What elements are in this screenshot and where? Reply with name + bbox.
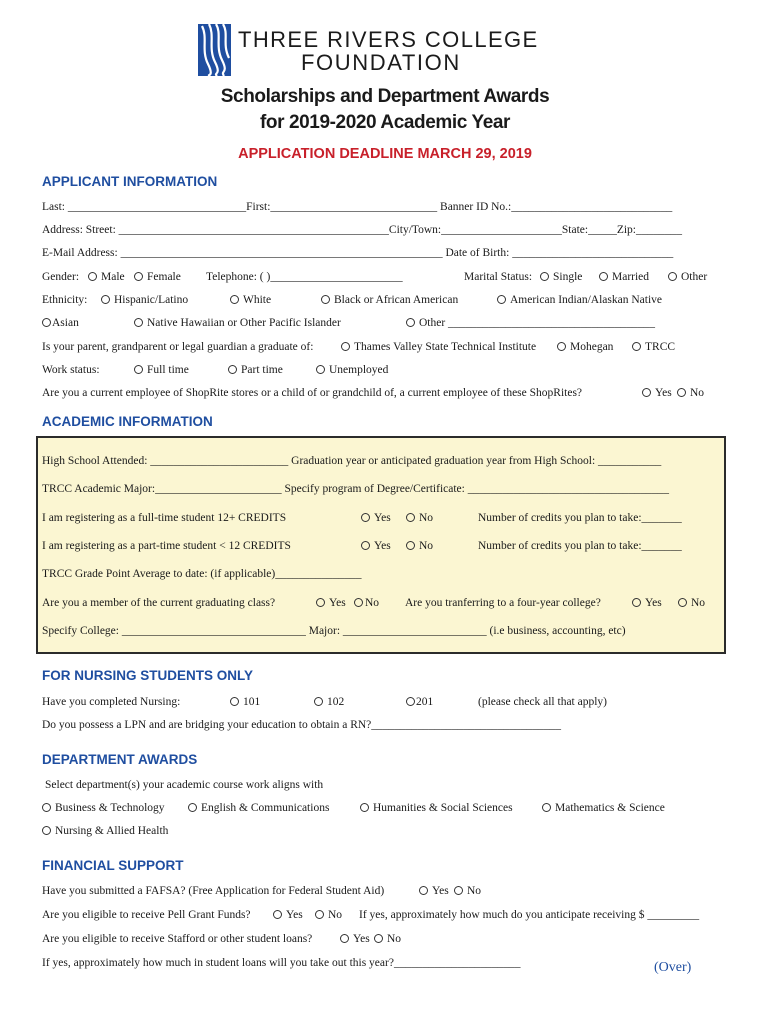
shoprite-question: Are you a current employee of ShopRite stores or a child of or grandchild of, a current employee of these ShopRites? xyxy=(42,387,583,399)
application-deadline: APPLICATION DEADLINE MARCH 29, 2019 xyxy=(238,146,532,162)
nursing-completed-label: Have you completed Nursing: xyxy=(42,696,181,708)
parent-mohegan-option[interactable]: Mohegan xyxy=(557,340,613,354)
radio-icon[interactable] xyxy=(134,365,143,374)
email-dob-fields[interactable]: E-Mail Address: ________________________________________________________ Date of Birth: ____________________________ xyxy=(42,247,674,259)
radio-icon[interactable] xyxy=(228,365,237,374)
radio-icon[interactable] xyxy=(315,910,324,919)
fafsa-question: Have you submitted a FAFSA? (Free Application for Federal Student Aid) xyxy=(42,885,385,897)
radio-icon[interactable] xyxy=(361,513,370,522)
marital-single-option[interactable]: Single xyxy=(540,270,582,284)
pell-amount-field[interactable]: If yes, approximately how much do you anticipate receiving $ _________ xyxy=(359,909,700,921)
radio-icon[interactable] xyxy=(678,598,687,607)
dept-nursing-option[interactable]: Nursing & Allied Health xyxy=(42,824,168,838)
page-subtitle: for 2019-2020 Academic Year xyxy=(259,112,511,133)
radio-icon[interactable] xyxy=(354,598,363,607)
radio-icon[interactable] xyxy=(599,272,608,281)
radio-icon[interactable] xyxy=(88,272,97,281)
pell-no-option[interactable]: No xyxy=(315,908,342,922)
loans-amount-field[interactable]: If yes, approximately how much in student loans will you take out this year?______________________ xyxy=(42,957,521,969)
radio-icon[interactable] xyxy=(668,272,677,281)
stafford-no-option[interactable]: No xyxy=(374,932,401,946)
parttime-question: I am registering as a part-time student < 12 CREDITS xyxy=(42,540,291,552)
radio-icon[interactable] xyxy=(273,910,282,919)
radio-icon[interactable] xyxy=(419,886,428,895)
stafford-question: Are you eligible to receive Stafford or other student loans? xyxy=(42,933,313,945)
radio-icon[interactable] xyxy=(101,295,110,304)
gender-label: Gender: xyxy=(42,271,80,283)
dept-math-option[interactable]: Mathematics & Science xyxy=(542,801,665,815)
checkbox-icon[interactable] xyxy=(406,697,415,706)
marital-married-option[interactable]: Married xyxy=(599,270,649,284)
pell-question: Are you eligible to receive Pell Grant Funds? xyxy=(42,909,251,921)
over-page-indicator: (Over) xyxy=(654,960,692,975)
radio-icon[interactable] xyxy=(454,886,463,895)
checkbox-icon[interactable] xyxy=(230,697,239,706)
graduating-question: Are you a member of the current graduating class? xyxy=(42,597,276,609)
parent-graduate-question: Is your parent, grandparent or legal guardian a graduate of: xyxy=(42,341,314,353)
radio-icon[interactable] xyxy=(361,541,370,550)
nursing-101-option[interactable]: 101 xyxy=(230,695,260,709)
gender-male-option[interactable]: Male xyxy=(88,270,125,284)
fafsa-yes-option[interactable]: Yes xyxy=(419,884,449,898)
radio-icon[interactable] xyxy=(497,295,506,304)
department-select-label: Select department(s) your academic course work aligns with xyxy=(45,779,324,791)
page-title: Scholarships and Department Awards xyxy=(220,86,550,107)
ethnicity-label: Ethnicity: xyxy=(42,294,88,306)
ethnicity-hispanic-option[interactable]: Hispanic/Latino xyxy=(101,293,188,307)
ethnicity-other-option[interactable]: Other ____________________________________ xyxy=(406,316,655,330)
work-status-label: Work status: xyxy=(42,364,100,376)
checkbox-icon[interactable] xyxy=(314,697,323,706)
radio-icon[interactable] xyxy=(42,318,51,327)
radio-icon[interactable] xyxy=(632,342,641,351)
ethnicity-black-option[interactable]: Black or African American xyxy=(321,293,458,307)
radio-icon[interactable] xyxy=(374,934,383,943)
radio-icon[interactable] xyxy=(134,272,143,281)
checkbox-icon[interactable] xyxy=(188,803,197,812)
dept-business-option[interactable]: Business & Technology xyxy=(42,801,165,815)
work-fulltime-option[interactable]: Full time xyxy=(134,363,189,377)
parent-thames-option[interactable]: Thames Valley State Technical Institute xyxy=(341,340,536,354)
pell-yes-option[interactable]: Yes xyxy=(273,908,303,922)
logo-text-line2: FOUNDATION xyxy=(301,50,461,75)
graduating-no-option[interactable]: No xyxy=(354,596,379,610)
nursing-102-option[interactable]: 102 xyxy=(314,695,344,709)
logo-text-line1: THREE RIVERS COLLEGE xyxy=(238,27,539,52)
college-major-fields[interactable]: Specify College: ________________________________ Major: _________________________ (i.e business, accounting, etc) xyxy=(42,625,626,637)
radio-icon[interactable] xyxy=(406,541,415,550)
ethnicity-white-option[interactable]: White xyxy=(230,293,271,307)
fulltime-credits-field[interactable]: Number of credits you plan to take:_______ xyxy=(478,512,682,524)
department-section-heading: DEPARTMENT AWARDS xyxy=(42,752,198,767)
marital-other-option[interactable]: Other xyxy=(668,270,707,284)
radio-icon[interactable] xyxy=(557,342,566,351)
parent-trcc-option[interactable]: TRCC xyxy=(632,340,675,354)
ethnicity-pacific-option[interactable]: Native Hawaiian or Other Pacific Islander xyxy=(134,316,341,330)
gender-female-option[interactable]: Female xyxy=(134,270,181,284)
telephone-field[interactable]: Telephone: ( )_______________________ xyxy=(206,271,403,283)
work-unemployed-option[interactable]: Unemployed xyxy=(316,363,388,377)
high-school-fields[interactable]: High School Attended: ________________________ Graduation year or anticipated graduation year from High School: ___________ xyxy=(42,455,662,467)
stafford-yes-option[interactable]: Yes xyxy=(340,932,370,946)
shoprite-no-option[interactable]: No xyxy=(677,386,704,400)
college-logo-icon xyxy=(198,24,231,76)
transfer-question: Are you tranferring to a four-year college? xyxy=(405,597,601,609)
radio-icon[interactable] xyxy=(321,295,330,304)
ethnicity-asian-option[interactable]: Asian xyxy=(42,316,79,330)
radio-icon[interactable] xyxy=(406,318,415,327)
gpa-field[interactable]: TRCC Grade Point Average to date: (if applicable)_______________ xyxy=(42,568,362,580)
parttime-credits-field[interactable]: Number of credits you plan to take:_______ xyxy=(478,540,682,552)
radio-icon[interactable] xyxy=(230,295,239,304)
ethnicity-native-american-option[interactable]: American Indian/Alaskan Native xyxy=(497,293,662,307)
graduating-yes-option[interactable]: Yes xyxy=(316,596,346,610)
name-fields[interactable]: Last: _______________________________First:_____________________________ Banner ID No.:____________________________ xyxy=(42,201,673,213)
applicant-section-heading: APPLICANT INFORMATION xyxy=(42,174,218,189)
dept-humanities-option[interactable]: Humanities & Social Sciences xyxy=(360,801,513,815)
radio-icon[interactable] xyxy=(316,598,325,607)
parttime-yes-option[interactable]: Yes xyxy=(361,539,391,553)
checkbox-icon[interactable] xyxy=(42,803,51,812)
fulltime-no-option[interactable]: No xyxy=(406,511,433,525)
transfer-yes-option[interactable]: Yes xyxy=(632,596,662,610)
financial-section-heading: FINANCIAL SUPPORT xyxy=(42,858,184,873)
dept-english-option[interactable]: English & Communications xyxy=(188,801,329,815)
checkbox-icon[interactable] xyxy=(42,826,51,835)
work-parttime-option[interactable]: Part time xyxy=(228,363,283,377)
radio-icon[interactable] xyxy=(642,388,651,397)
fulltime-question: I am registering as a full-time student 12+ CREDITS xyxy=(42,512,287,524)
academic-section-heading: ACADEMIC INFORMATION xyxy=(42,414,213,429)
radio-icon[interactable] xyxy=(341,342,350,351)
nursing-section-heading: FOR NURSING STUDENTS ONLY xyxy=(42,668,254,683)
shoprite-yes-option[interactable]: Yes xyxy=(642,386,672,400)
fafsa-no-option[interactable]: No xyxy=(454,884,481,898)
radio-icon[interactable] xyxy=(340,934,349,943)
transfer-no-option[interactable]: No xyxy=(678,596,705,610)
nursing-201-option[interactable]: 201 xyxy=(406,695,433,709)
nursing-note: (please check all that apply) xyxy=(478,696,607,708)
radio-icon[interactable] xyxy=(632,598,641,607)
radio-icon[interactable] xyxy=(540,272,549,281)
parttime-no-option[interactable]: No xyxy=(406,539,433,553)
checkbox-icon[interactable] xyxy=(542,803,551,812)
address-fields[interactable]: Address: Street: _______________________________________________City/Town:_____________________State:_____Zip:________ xyxy=(42,224,682,236)
radio-icon[interactable] xyxy=(406,513,415,522)
radio-icon[interactable] xyxy=(316,365,325,374)
checkbox-icon[interactable] xyxy=(360,803,369,812)
radio-icon[interactable] xyxy=(677,388,686,397)
fulltime-yes-option[interactable]: Yes xyxy=(361,511,391,525)
major-fields[interactable]: TRCC Academic Major:______________________ Specify program of Degree/Certificate: ___________________________________ xyxy=(42,483,669,495)
marital-label: Marital Status: xyxy=(464,271,533,283)
lpn-question-field[interactable]: Do you possess a LPN and are bridging your education to obtain a RN?_________________________________ xyxy=(42,719,562,731)
radio-icon[interactable] xyxy=(134,318,143,327)
